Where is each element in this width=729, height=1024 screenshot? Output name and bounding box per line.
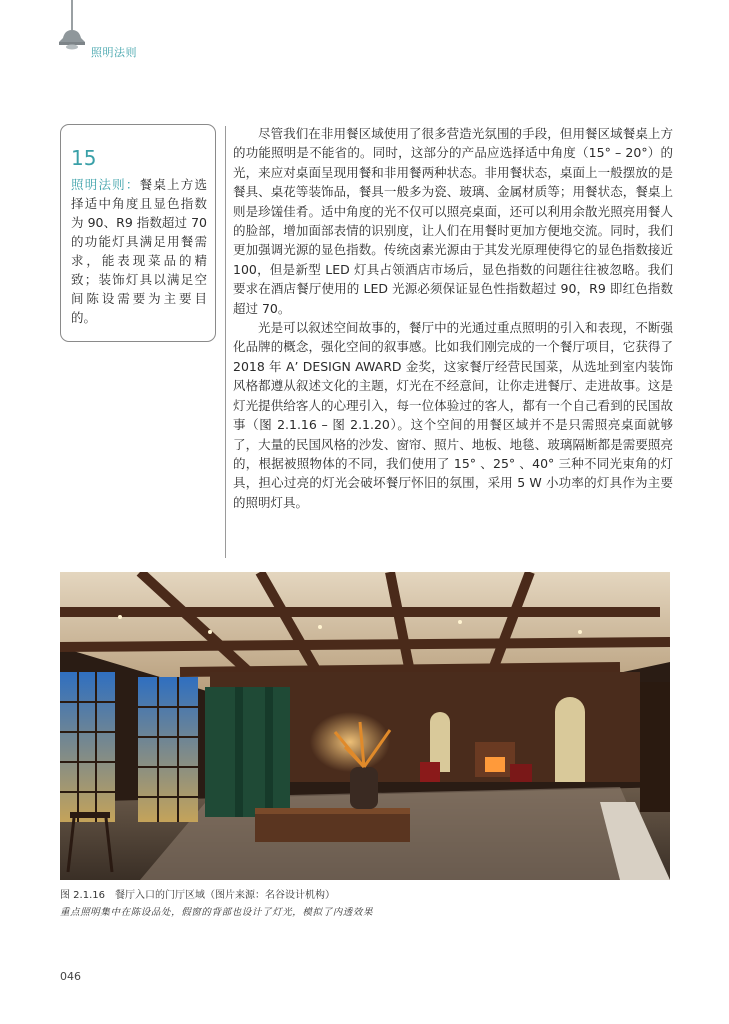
rule-number: 15 bbox=[71, 146, 97, 170]
rule-callout-box bbox=[60, 124, 216, 342]
rule-text bbox=[71, 175, 207, 327]
pendant-lamp-icon bbox=[58, 30, 86, 50]
body-text bbox=[233, 124, 673, 512]
rule-label: 照明法则： bbox=[71, 177, 140, 192]
column-divider bbox=[225, 126, 226, 558]
paragraph: 光是可以叙述空间故事的，餐厅中的光通过重点照明的引入和表现，不断强化品牌的概念，强化空间的叙事感。比如我们刚完成的一个餐厅项目，它获得了 2018 年 A’ DESIGN AWARD 金奖，这家餐厅经营民国菜，从选址到室内装饰风格都遵从叙述文化的主题，灯光在不经意间，让你走进餐厅、走进故事。这是灯光提供给客人的心理引入，每一位体验过的客人，都有一个自己看到的民国故事（图 2.1.16 – 图 2.1.20）。这个空间的用餐区域并不是只需照亮桌面就够了，大量的民国风格的沙发、窗帘、照片、地板、地毯、玻璃隔断都是需要照亮的，根据被照物体的不同，我们使用了 15° 、25° 、40° 三种不同光束角的灯具，担心过亮的灯光会破坏餐厅怀旧的氛围，采用 5 W 小功率的灯具作为主要的照明灯具。 bbox=[233, 320, 673, 510]
section-title: 照明法则 bbox=[91, 46, 137, 59]
restaurant-photo bbox=[60, 572, 670, 880]
page-number: 046 bbox=[60, 970, 81, 983]
rule-body: 餐桌上方选择适中角度且显色指数为 90、R9 指数超过 70 的功能灯具满足用餐需求，能表现菜品的精致；装饰灯具以满足空间陈设需要为主要目的。 bbox=[71, 177, 207, 325]
figure-subcaption: 重点照明集中在陈设品处，假窗的背部也设计了灯光，模拟了内透效果 bbox=[60, 907, 374, 918]
paragraph: 尽管我们在非用餐区域使用了很多营造光氛围的手段，但用餐区域餐桌上方的功能照明是不能省的。同时，这部分的产品应选择适中角度（15° – 20°）的光，来应对桌面呈现用餐和非用餐两种状态。非用餐状态，桌面上一般摆放的是餐具、桌花等装饰品，餐具一般多为瓷、玻璃、金属材质等；用餐状态，餐桌上则是珍馐佳肴。适中角度的光不仅可以照亮桌面，还可以利用余散光照亮用餐人的脸部，增加面部表情的识别度，让人们在用餐时更加方便地交流。同时，我们更加强调光源的显色指数。传统卤素光源由于其发光原理使得它的显色指数接近 100，但是新型 LED 灯具占领酒店市场后，显色指数的问题往往被忽略。我们要求在酒店餐厅使用的 LED 光源必须保证显色性指数超过 90，R9 即红色指数超过 70。 bbox=[233, 126, 673, 316]
figure-caption: 图 2.1.16 餐厅入口的门厅区域（图片来源：名谷设计机构） bbox=[60, 890, 335, 901]
lamp-cord bbox=[71, 0, 73, 30]
